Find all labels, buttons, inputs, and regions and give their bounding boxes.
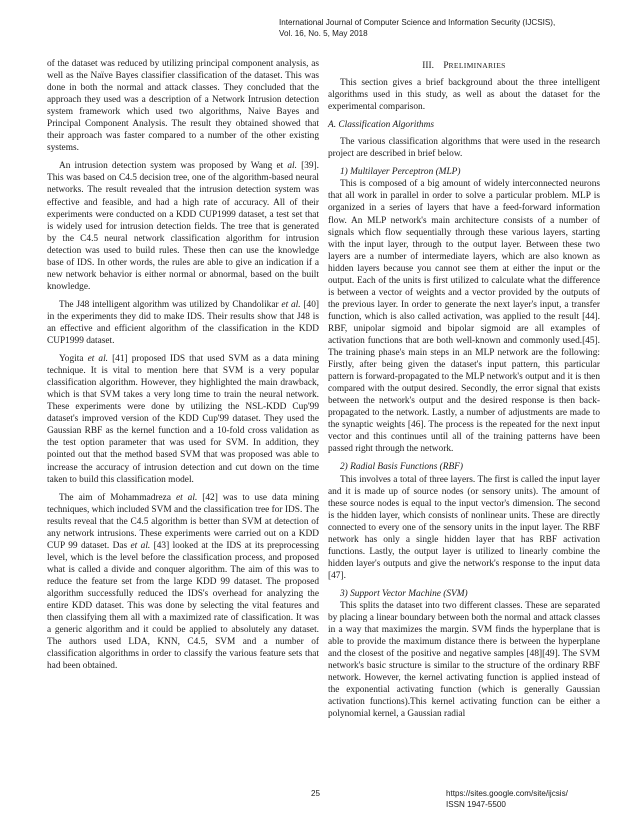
paragraph-svm: This splits the dataset into two different classes. These are separated by placing a linear boundary between both the normal and attack classes in a way that maximizes the margin. SVM finds the hyperplane that is able to provide the maximum distance there is between the hyperplane and the closest of the positive and negative samples [48][49]. The SVM network's basic structure is similar to the structure of the ordinary RBF network. However, the kernel activating function is applied instead of the exponential activating function (which is generally Gaussian activation functions).This kernel activating function can be either a polynomial kernel, a Gaussian radial (328, 600, 600, 720)
paragraph-mlp: This is composed of a big amount of widely interconnected neurons that all work in parallel in order to solve a particular problem. MLP is organized in a series of layers that have a feed-forward information flow. An MLP network's main architecture consists of a number of signals which flow sequentially through these various layers, starting with the input layer, through to the output layer. Between these two layers are a number of intermediate layers, which are also known as hidden layers because you cannot see them at either the input or the output. Each of the units is first utilized to calculate what the difference is between a vector of weights and a vector provided by the outputs of the previous layer. In order to generate the next layer's input, a transfer function, which is also called activation, was applied to the result [44]. RBF, unipolar sigmoid and bipolar sigmoid are all examples of activation functions that are both well-known and commonly used.[45]. The training phase's main steps in an MLP network are the following: Firstly, after being given the dataset's input pattern, this particular pattern is forward-propagated to the MLP network's output and it is then compared with the output desired. Secondly, the error signal that exists between the network's output and the desired response is then back-propagated to the network. Lastly, a number of adjustments are made to the synaptic weights [46]. The process is the repeated for the next input vector and this continues until all of the training patterns have been passed right through the network. (328, 179, 600, 455)
footer-issn: ISSN 1947-5500 (446, 800, 506, 809)
section-intro: This section gives a brief background about the three intelligent algorithms used in this study, as well as about the dataset for the experimental comparison. (328, 78, 600, 113)
footer-url: https://sites.google.com/site/ijcsis/ (446, 789, 568, 798)
paragraph: of the dataset was reduced by utilizing principal component analysis, as well as the Naïve Bayes classifier classification of the dataset. This was done in both the normal and attack classes. They concluded that the approach they used was a description of a Network Intrusion detection system framework which used two algorithms, Naive Bayes and Principal Component Analysis. The result they obtained showed that their approach was faster compared to a number of the other existing systems. (47, 59, 319, 154)
footer-info (446, 788, 568, 810)
item-heading-rbf: 2) Radial Basis Functions (RBF) (340, 462, 464, 473)
paragraph: The aim of Mohammadreza et al. [42] was to use data mining techniques, which included SVM and the classification tree for IDS. The results reveal that the C4.5 algorithm is better than SVM at detection of any network intrusions. These experiments were carried out on a KDD CUP 99 dataset. Das et al. [43] looked at the IDS at its preprocessing level, which is the level before the classification process, and proposed what is called a divide and conquer algorithm. The aim of this was to reduce the feature set from the large KDD 99 dataset. The proposed algorithm successfully reduced the IDS's overhead for analyzing the entire KDD dataset. This was done by selecting the vital features and then classifying them all with a maximized rate of classification. It was a generic algorithm and it could be applied to absolutely any dataset. The authors used LDA, KNN, C4.5, SVM and a number of classification algorithms in order to classify the various feature sets that had been obtained. (47, 492, 320, 672)
paragraph: The J48 intelligent algorithm was utilized by Chandolikar et al. [40] in the experiments they did to make IDS. Their results show that J48 is an effective and efficient algorithm of the classification in the KDD CUP1999 dataset. (47, 299, 320, 347)
item-heading-svm: 3) Support Vector Machine (SVM) (340, 588, 468, 599)
journal-title: International Journal of Computer Science and Information Security (IJCSIS), (279, 18, 556, 27)
page-number: 25 (311, 789, 321, 798)
subsection-intro: The various classification algorithms that were used in the research project are described in brief below. (328, 137, 600, 160)
right-column (328, 58, 600, 726)
subsection-heading: A. Classification Algorithms (328, 120, 434, 131)
paragraph: Yogita et al. [41] proposed IDS that used SVM as a data mining technique. It is vital to mention here that SVM is a very popular classification algorithm. However, they highlighted the main drawback, which is that SVM takes a very long time to train the neural network. These experiments were done by utilizing the NSL-KDD Cup'99 dataset's improved version of the KDD Cup'99 dataset. They used the Gaussian RBF as the kernel function and a 10-fold cross validation as the test option parameter that was used for SVM. In addition, they pointed out that the method based SVM that was proposed was able to increase the accuracy of intrusion detection and cut down on the time taken to build this classification model. (47, 354, 319, 485)
section-heading: III. PRELIMINARIES (422, 61, 506, 71)
paragraph: An intrusion detection system was proposed by Wang et al. [39]. This was based on C4.5 decision tree, one of the algorithm-based neural networks. The result revealed that the intrusion detection system was effective and feasible, and had a high rate of accuracy. All of their experiments were conducted on a KDD CUP1999 dataset, a test set that is widely used for intrusion detection fields. The tree that is generated by the C4.5 neural network classification algorithm for intrusion detection was used to build rules. These then can use the knowledge base of IDS. In other words, the rules are able to give an indication if a new network behavior is either normal or abnormal, based on the built knowledge. (47, 161, 319, 292)
paragraph-rbf: This involves a total of three layers. The first is called the input layer and it is made up of source nodes (or sensory units). The amount of these source nodes is equal to the input vector's dimension. The second is the hidden layer, which consists of nonlinear units. These are directly connected to every one of the sensory units in the input layer. The RBF network has only a single hidden layer that has RBF activation functions. Lastly, the output layer is utilized to linearly combine the hidden layer's outputs and give the network's response to the input data [47]. (328, 474, 600, 581)
left-column (47, 58, 319, 678)
item-heading-mlp: 1) Multilayer Perceptron (MLP) (340, 167, 461, 178)
running-header (279, 17, 619, 39)
journal-volume: Vol. 16, No. 5, May 2018 (279, 29, 368, 38)
